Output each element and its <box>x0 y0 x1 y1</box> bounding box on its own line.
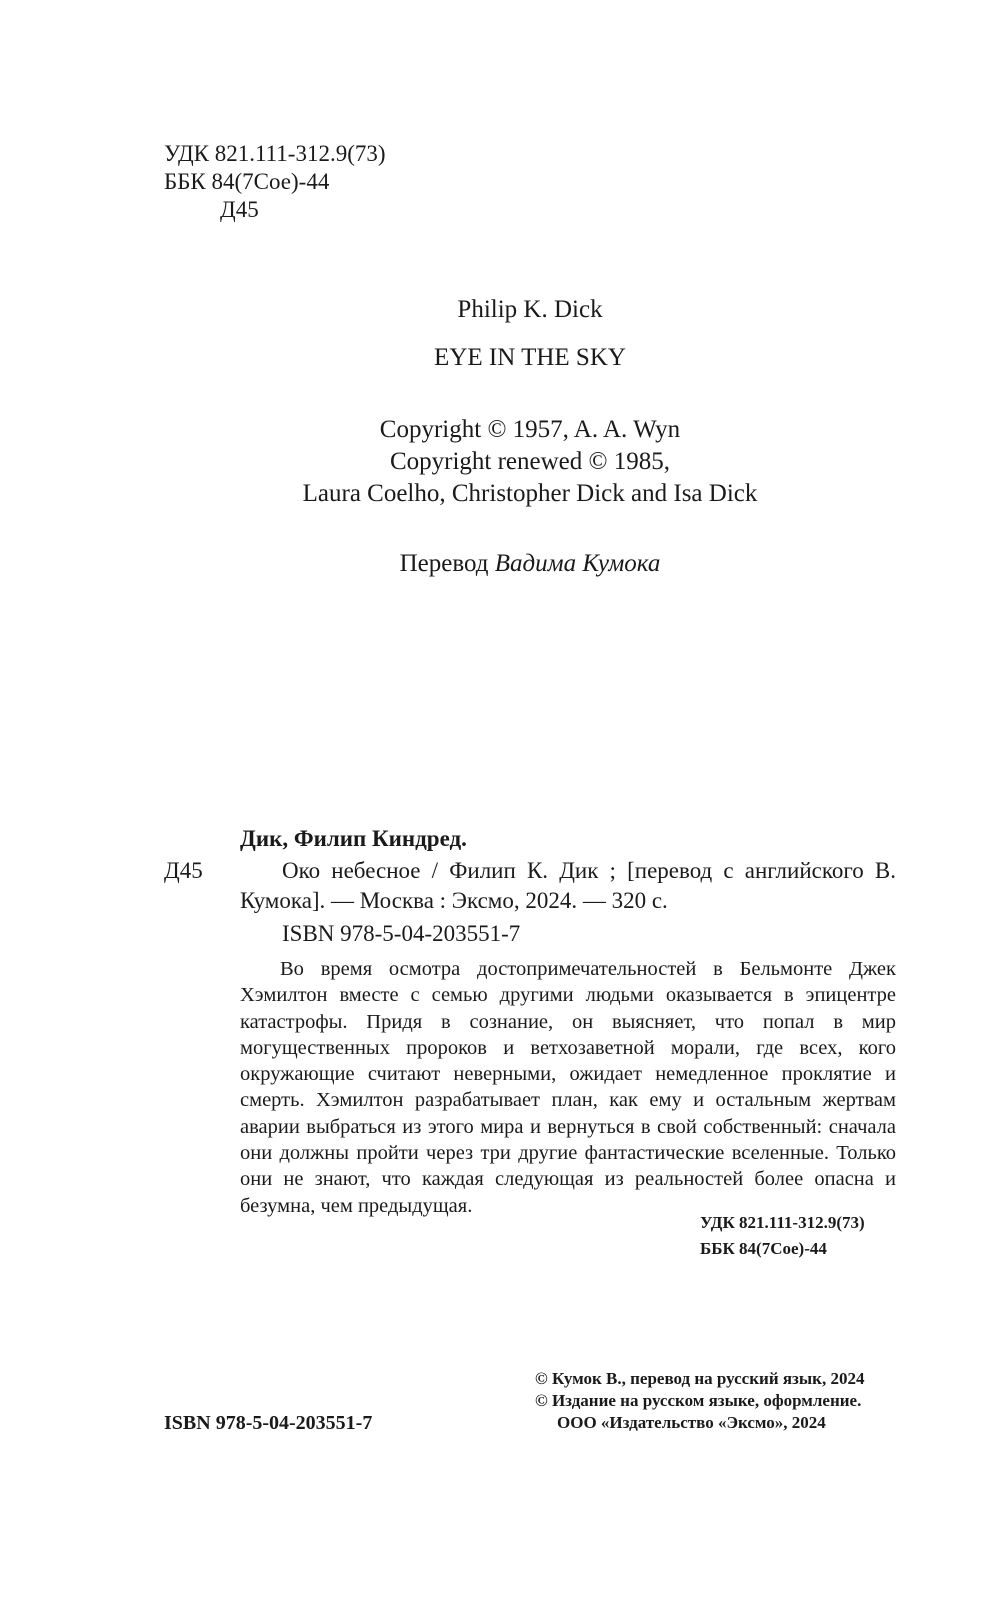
biblio-author-sign: Д45 <box>164 858 203 883</box>
copyright-line-1: Copyright © 1957, A. A. Wyn <box>379 416 681 443</box>
bbk-code: ББК 84(7Сое)-44 <box>164 169 330 194</box>
biblio-udk: УДК 821.111-312.9(73) <box>700 1213 865 1232</box>
biblio-author-heading: Дик, Филип Киндред. <box>240 826 467 851</box>
rights-line-3: ООО «Издательство «Эксмо», 2024 <box>557 1413 826 1432</box>
translation-prefix: Перевод <box>399 550 489 577</box>
biblio-isbn: ISBN 978-5-04-203551-7 <box>282 921 521 946</box>
udk-code: УДК 821.111-312.9(73) <box>164 141 386 166</box>
annotation-text: Во время осмотра достопримечательностей в Бельмонте Джек Хэмилтон вместе с семью другими людьми оказывается в эпицентре катастрофы. Придя в сознание, он выясняет, что попал в мир могущественных пророков и ветхозаветной морали, где всех, кого окружающие считают неверными, ожидает немедленное проклятие и смерть. Хэмилтон разрабатывает план, как ему и остальным жертвам аварии выбраться из этого мира и вернуться в свой собственный: сначала они должны пройти через три другие фантастические вселенные. Только они не знают, что каждая следующая из реальностей более опасна и безумна, чем предыдущая. <box>240 958 896 1217</box>
copyright-line-3: Laura Coelho, Christopher Dick and Isa Dick <box>302 480 758 507</box>
rights-notice <box>535 1368 864 1434</box>
rights-line-2: © Издание на русском языке, оформление. <box>535 1391 862 1410</box>
biblio-description: Око небесное / Филип К. Дик ; [перевод с английского В. Кумока]. — Москва : Эксмо, 2024. — 320 с. <box>240 858 896 913</box>
rights-line-1: © Кумок В., перевод на русский язык, 2024 <box>535 1369 865 1388</box>
biblio-bbk: ББК 84(7Сое)-44 <box>700 1239 827 1258</box>
copyright-notice <box>0 414 1000 510</box>
footer-isbn: ISBN 978-5-04-203551-7 <box>164 1412 373 1434</box>
copyright-line-2: Copyright renewed © 1985, <box>389 448 671 475</box>
original-title: EYE IN THE SKY <box>434 344 626 371</box>
author-sign: Д45 <box>220 197 259 222</box>
original-author: Philip K. Dick <box>457 296 603 323</box>
biblio-classification-codes <box>700 1210 865 1262</box>
top-classification-codes <box>164 140 386 224</box>
translation-credit <box>0 550 1000 578</box>
translator-name: Вадима Кумока <box>494 550 661 577</box>
